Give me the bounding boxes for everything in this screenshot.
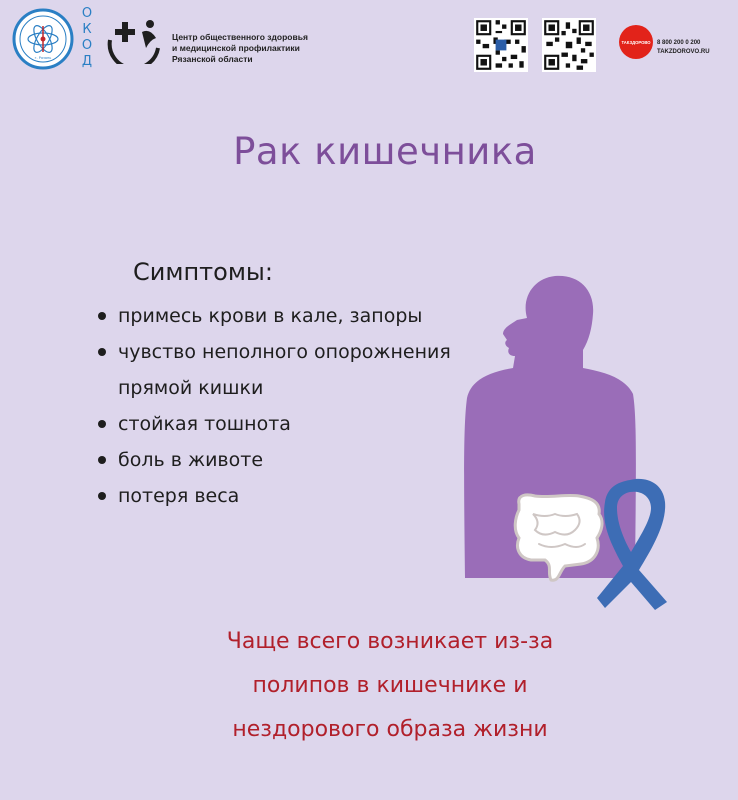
okod-letter: О: [81, 38, 93, 53]
okod-letters: [80, 6, 94, 70]
cause-line: нездорового образа жизни: [232, 717, 548, 742]
okod-letter: Д: [81, 54, 93, 69]
bullet-icon: [98, 420, 106, 428]
cause-line: Чаще всего возникает из-за: [226, 629, 554, 654]
header: [0, 0, 738, 90]
health-center-line: и медицинской профилактики: [172, 43, 300, 53]
page-title: Рак кишечника: [233, 130, 537, 173]
bullet-icon: [98, 456, 106, 464]
okod-letter: О: [81, 6, 93, 21]
symptoms-list: [96, 298, 516, 514]
takzdorovo-site: TAKZDOROVO.RU: [657, 49, 710, 55]
bullet-icon: [98, 492, 106, 500]
body-illustration: [455, 268, 685, 613]
health-center-line: Центр общественного здоровья: [172, 32, 308, 42]
health-center-logo-icon: [106, 14, 164, 64]
qr-code-icon: [474, 18, 528, 72]
cause-line: полипов в кишечнике и: [252, 673, 528, 698]
symptoms-heading: Симптомы:: [133, 258, 273, 286]
list-item-text: примесь крови в кале, запоры: [118, 305, 423, 327]
health-center-name: [172, 32, 308, 65]
cause-message: [180, 620, 600, 752]
list-item: [96, 442, 516, 478]
takzdorovo-contacts: [657, 39, 710, 57]
okod-logo-icon: [12, 8, 74, 70]
bullet-icon: [98, 348, 106, 356]
list-item: [96, 334, 516, 370]
list-item-text: прямой кишки: [118, 377, 264, 399]
health-center-line: Рязанской области: [172, 54, 253, 64]
list-item-text: боль в животе: [118, 449, 264, 471]
okod-seal-text: г. Рязань: [34, 56, 52, 60]
list-item-text: чувство неполного опорожнения: [118, 341, 451, 363]
takzdorovo-logo-icon: [618, 24, 654, 60]
qr-code-icon: [542, 18, 596, 72]
list-item: [96, 478, 516, 514]
list-item-continuation: [96, 370, 516, 406]
list-item-text: потеря веса: [118, 485, 240, 507]
list-item-text: стойкая тошнота: [118, 413, 291, 435]
bullet-icon: [98, 312, 106, 320]
okod-letter: К: [82, 22, 92, 37]
list-item: [96, 406, 516, 442]
takzdorovo-badge-text: ТАКЗДОРОВО: [621, 40, 651, 45]
list-item: [96, 298, 516, 334]
takzdorovo-phone: 8 800 200 0 200: [657, 40, 701, 46]
